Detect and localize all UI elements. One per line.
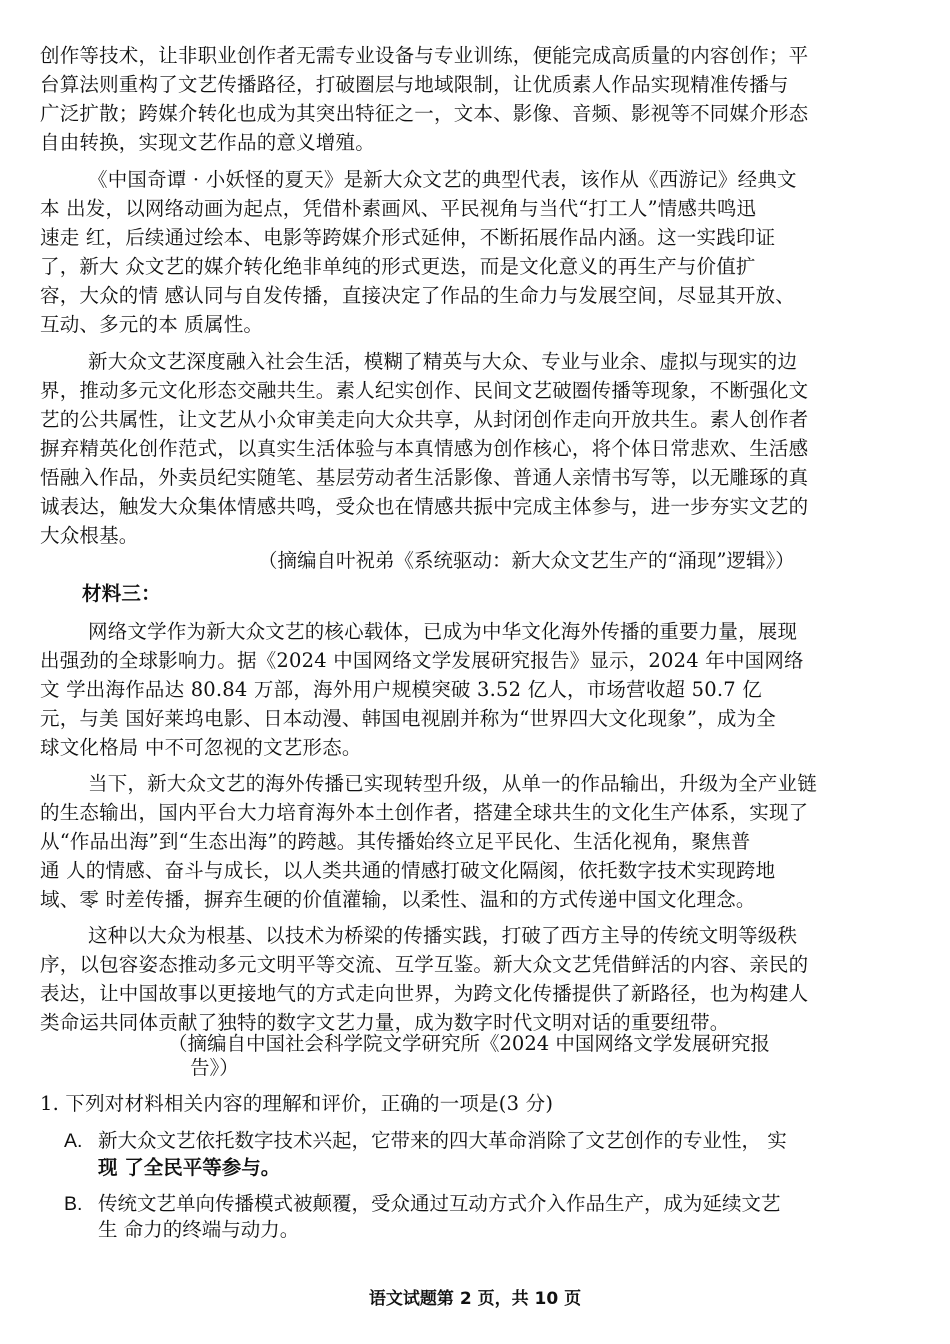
text-line: 容，大众的情 感认同与自发传播，直接决定了作品的生命力与发展空间，尽显其开放、 bbox=[40, 284, 795, 307]
question-1-stem: 1. 下列对材料相关内容的理解和评价，正确的一项是(3 分) bbox=[40, 1092, 554, 1115]
text-line: 艺的公共属性，让文艺从小众审美走向大众共享，从封闭创作走向开放共生。素人创作者 bbox=[40, 408, 809, 431]
material-3-heading: 材料三： bbox=[82, 583, 161, 605]
page-footer: 语文试题第 2 页，共 10 页 bbox=[368, 1289, 582, 1309]
text-line: 当下，新大众文艺的海外传播已实现转型升级，从单一的作品输出，升级为全产业链 bbox=[88, 772, 817, 795]
text-line: 速走 红，后续通过绘本、电影等跨媒介形式延伸，不断拓展作品内涵。这一实践印证 bbox=[40, 226, 776, 249]
text-line: 告》） bbox=[190, 1056, 239, 1079]
text-line: 自由转换，实现文艺作品的意义增殖。 bbox=[40, 131, 375, 154]
text-line: （摘编自中国社会科学院文学研究所《2024 中国网络文学发展研究报 bbox=[168, 1032, 770, 1055]
option-a-letter: A. bbox=[64, 1130, 83, 1152]
source-citation-material-2: （摘编自叶祝弟《系统驱动：新大众文艺生产的“涌现”逻辑》） bbox=[258, 549, 795, 572]
text-line: 这种以大众为根基、以技术为桥梁的传播实践，打破了西方主导的传统文明等级秩 bbox=[88, 924, 798, 947]
text-line: 元，与美 国好莱坞电影、日本动漫、韩国电视剧并称为“世界四大文化现象”，成为全 bbox=[40, 707, 776, 730]
text-line: 台算法则重构了文艺传播路径，打破圈层与地域限制，让优质素人作品实现精准传播与 bbox=[40, 73, 789, 96]
text-line: 界，推动多元文化形态交融共生。素人纪实创作、民间文艺破圈传播等现象，不断强化文 bbox=[40, 379, 809, 402]
text-line: 互动、多元的本 质属性。 bbox=[40, 313, 264, 336]
option-b-letter: B. bbox=[64, 1193, 83, 1215]
text-line: 从“作品出海”到“生态出海”的跨越。其传播始终立足平民化、生活化视角，聚焦普 bbox=[40, 830, 751, 853]
text-line: 摒弃精英化创作范式，以真实生活体验与本真情感为创作核心，将个体日常悲欢、生活感 bbox=[40, 437, 809, 460]
text-line: 诚表达，触发大众集体情感共鸣，受众也在情感共振中完成主体参与，进一步夯实文艺的 bbox=[40, 495, 809, 518]
text-line: 通 人的情感、奋斗与成长，以人类共通的情感打破文化隔阂，依托数字技术实现跨地 bbox=[40, 859, 776, 882]
text-line: 新大众文艺深度融入社会生活，模糊了精英与大众、专业与业余、虚拟与现实的边 bbox=[88, 350, 798, 373]
text-line: 大众根基。 bbox=[40, 524, 139, 547]
option-a-text: 新大众文艺依托数字技术兴起，它带来的四大革命消除了文艺创作的专业性， 实 bbox=[98, 1129, 787, 1152]
text-line: 表达，让中国故事以更接地气的方式走向世界，为跨文化传播提供了新路径，也为构建人 bbox=[40, 982, 809, 1005]
text-line: 本 出发，以网络动画为起点，凭借朴素画风、平民视角与当代“打工人”情感共鸣迅 bbox=[40, 197, 757, 220]
text-line: 了，新大 众文艺的媒介转化绝非单纯的形式更迭，而是文化意义的再生产与价值扩 bbox=[40, 255, 756, 278]
option-b-text: 传统文艺单向传播模式被颠覆，受众通过互动方式介入作品生产，成为延续文艺 bbox=[98, 1192, 781, 1215]
text-line: 创作等技术，让非职业创作者无需专业设备与专业训练，便能完成高质量的内容创作；平 bbox=[40, 44, 809, 67]
text-line: 的生态输出，国内平台大力培育海外本土创作者，搭建全球共生的文化生产体系，实现了 bbox=[40, 801, 809, 824]
text-line: 球文化格局 中不可忽视的文艺形态。 bbox=[40, 736, 362, 759]
text-line: 类命运共同体贡献了独特的数字文艺力量，成为数字时代文明对话的重要纽带。 bbox=[40, 1011, 730, 1034]
option-a-text: 现 了全民平等参与。 bbox=[98, 1156, 281, 1179]
text-line: 序，以包容姿态推动多元文明平等交流、互学互鉴。新大众文艺凭借鲜活的内容、亲民的 bbox=[40, 953, 809, 976]
text-line: 文 学出海作品达 80.84 万部，海外用户规模突破 3.52 亿人，市场营收超 50.7 亿 bbox=[40, 678, 762, 701]
text-line: 悟融入作品，外卖员纪实随笔、基层劳动者生活影像、普通人亲情书写等，以无雕琢的真 bbox=[40, 466, 809, 489]
option-b-text: 生 命力的终端与动力。 bbox=[98, 1218, 300, 1241]
text-line: 出强劲的全球影响力。据《2024 中国网络文学发展研究报告》显示，2024 年中国网络 bbox=[40, 649, 804, 672]
text-line: 广泛扩散；跨媒介转化也成为其突出特征之一，文本、影像、音频、影视等不同媒介形态 bbox=[40, 102, 809, 125]
text-line: 网络文学作为新大众文艺的核心载体，已成为中华文化海外传播的重要力量，展现 bbox=[88, 620, 798, 643]
text-line: 域、零 时差传播，摒弃生硬的价值灌输，以柔性、温和的方式传递中国文化理念。 bbox=[40, 888, 756, 911]
text-line: 《中国奇谭 · 小妖怪的夏天》是新大众文艺的典型代表，该作从《西游记》经典文 bbox=[88, 168, 797, 191]
